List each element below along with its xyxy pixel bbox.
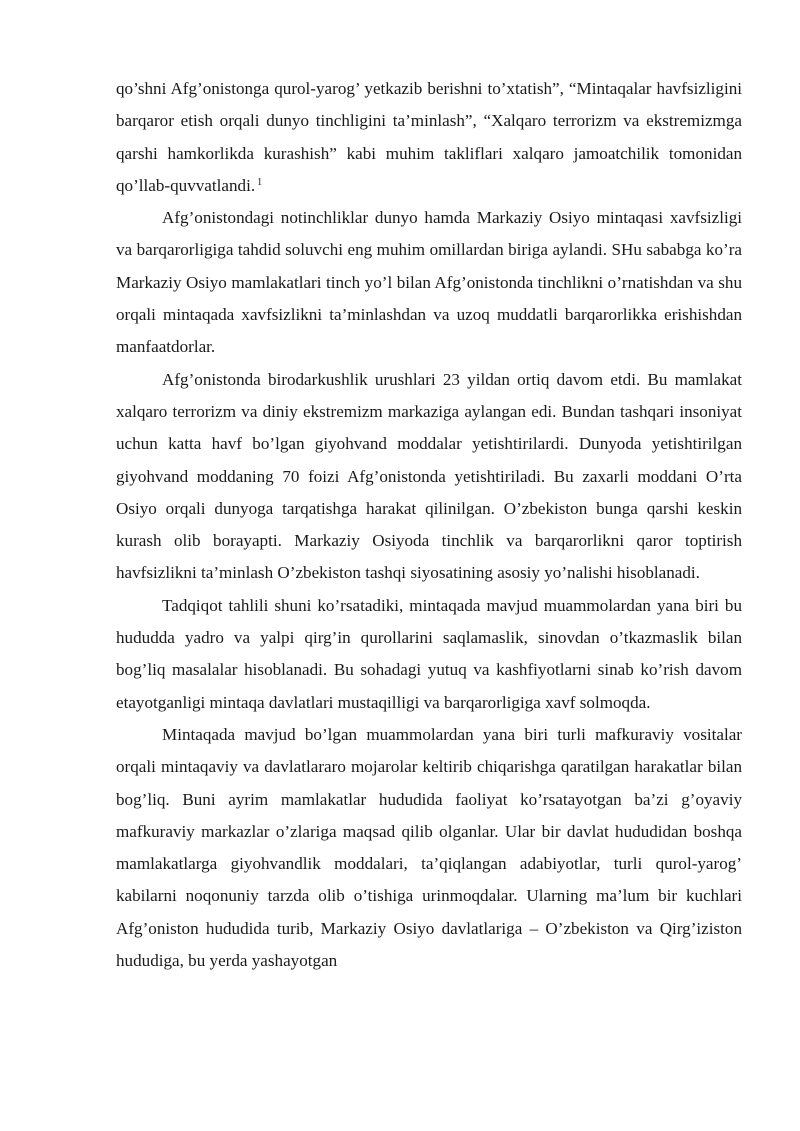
paragraph-5: Mintaqada mavjud bo’lgan muammolardan yana biri turli mafkuraviy vositalar orqali mintaqaviy va davlatlararo mojarolar keltirib chiqarishga qaratilgan harakatlar bilan bog’liq. Buni ayrim mamlakatlar hududida faoliyat ko’rsatayotgan ba’zi g’oyaviy mafkuraviy markazlar o’zlariga maqsad qilib olganlar. Ular bir davlat hududidan boshqa mamlakatlarga giyohvandlik moddalari, ta’qiqlangan adabiyotlar, turli qurol-yarog’ kabilarni noqonuniy tarzda olib o’tishiga urinmoqdalar. Ularning ma’lum bir kuchlari Afg’oniston hududida turib, Markaziy Osiyo davlatlariga – O’zbekiston va Qirg’iziston hududiga, bu yerda yashayotgan (116, 724, 742, 971)
paragraph-3: Afg’onistonda birodarkushlik urushlari 23 yildan ortiq davom etdi. Bu mamlakat xalqaro terrorizm va diniy ekstremizm markaziga aylangan edi. Bundan tashqari insoniyat uchun katta havf bo’lgan giyohvand moddalar yetishtirilardi. Dunyoda yetishtirilgan giyohvand moddaning 70 foizi Afg’onistonda yetishtiriladi. Bu zaxarli moddani O’rta Osiyo orqali dunyoga tarqatishga harakat qilinilgan. O’zbekiston bunga qarshi keskin kurash olib borayapti. Markaziy Osiyoda tinchlik va barqarorlikni qaror toptirish havfsizlikni ta’minlash O’zbekiston tashqi siyosatining asosiy yo’nalishi hisoblanadi. (116, 369, 742, 583)
footnote-marker[interactable]: 1 (257, 176, 263, 188)
paragraph-1-text: qo’shni Afg’onistonga qurol-yarog’ yetkazib berishni to’xtatish”, “Mintaqalar havfsizligini barqaror etish orqali dunyo tinchligini ta’minlash”, “Xalqaro terrorizm va ekstremizmga qarshi hamkorlikda kurashish” kabi muhim takliflari xalqaro jamoatchilik tomonidan qo’llab-quvvatlandi. (116, 79, 742, 195)
document-page (116, 73, 742, 977)
paragraph-1 (116, 73, 742, 202)
paragraph-2: Afg’onistondagi notinchliklar dunyo hamda Markaziy Osiyo mintaqasi xavfsizligi va barqarorligiga tahdid soluvchi eng muhim omillardan biriga aylandi. SHu sababga ko’ra Markaziy Osiyo mamlakatlari tinch yo’l bilan Afg’onistonda tinchlikni o’rnatishdan va shu orqali mintaqada xavfsizlikni ta’minlashdan va uzoq muddatli barqarorlikka erishishdan manfaatdorlar. (116, 208, 742, 357)
paragraph-4: Tadqiqot tahlili shuni ko’rsatadiki, mintaqada mavjud muammolardan yana biri bu hududda yadro va yalpi qirg’in qurollarini saqlamaslik, sinovdan o’tkazmaslik bilan bog’liq masalalar hisoblanadi. Bu sohadagi yutuq va kashfiyotlarni sinab ko’rish davom etayotganligi mintaqa davlatlari mustaqilligi va barqarorligiga xavf solmoqda. (116, 595, 742, 712)
